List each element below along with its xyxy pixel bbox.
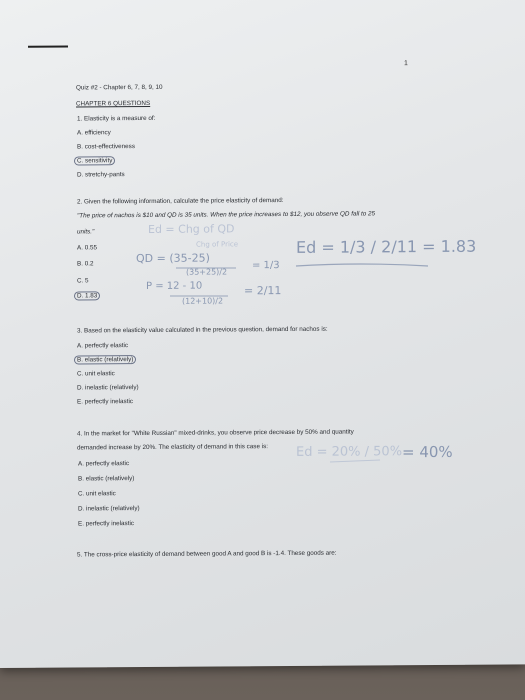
hw-chg-price: Chg of Price [196,240,239,249]
hw-ed-change: Ed = Chg of QD [148,222,235,236]
hw-q4-ed: Ed = 20% / 50% [296,444,403,460]
q3-option-c[interactable]: C. unit elastic [77,370,115,378]
q4-option-e[interactable]: E. perfectly inelastic [78,520,134,528]
q4-option-c[interactable]: C. unit elastic [78,490,116,498]
q2-option-c[interactable]: C. 5 [77,277,89,285]
q1-option-c[interactable] [77,157,115,164]
q3-option-b-label: B. elastic (relatively) [74,355,136,364]
hw-ed-result: Ed = 1/3 / 2/11 = 1.83 [296,236,477,257]
q2-option-d[interactable] [77,292,100,299]
q2-option-b[interactable]: B. 0.2 [77,260,94,268]
q4-prompt: 4. In the market for "White Russian" mixed-drinks, you observe price decrease by 50% and quantity [77,428,354,438]
q3-option-a[interactable]: A. perfectly elastic [77,342,129,350]
q1-option-a[interactable]: A. efficiency [77,129,111,137]
q3-option-d[interactable]: D. inelastic (relatively) [77,384,139,392]
q2-prompt: 2. Given the following information, calculate the price elasticity of demand: [77,197,284,206]
q2-option-d-label: D. 1.83 [74,291,100,300]
quiz-title: Quiz #2 - Chapter 6, 7, 8, 9, 10 [76,83,163,92]
hw-p-denominator: (12+10)/2 [182,296,224,306]
q4-option-d[interactable]: D. inelastic (relatively) [78,505,140,513]
hw-p-formula: P = 12 - 10 [146,280,203,292]
hw-qd-formula: QD = (35-25) [136,251,210,266]
q4-option-b[interactable]: B. elastic (relatively) [78,475,135,483]
q1-option-d[interactable]: D. stretchy-pants [77,171,125,179]
hw-one-third: = 1/3 [252,260,280,272]
page-number: 1 [404,60,408,68]
q3-prompt: 3. Based on the elasticity value calculated in the previous question, demand for nachos is: [77,325,328,335]
paper-edge-mark [28,46,68,48]
q3-option-e[interactable]: E. perfectly inelastic [77,398,133,406]
q5-prompt: 5. The cross-price elasticity of demand between good A and good B is -1.4. These goods are: [77,549,337,559]
q3-option-b[interactable] [77,356,136,363]
q2-quote-line2: units." [77,228,95,236]
q4-prompt-line2: demanded increase by 20%. The elasticity of demand in this case is: [77,443,268,452]
hw-qd-denominator: (35+25)/2 [186,267,228,277]
section-heading: CHAPTER 6 QUESTIONS [76,99,151,108]
q1-option-b[interactable]: B. cost-effectiveness [77,143,135,151]
q2-option-a[interactable]: A. 0.55 [77,244,97,252]
q2-quote-line1: "The price of nachos is $10 and QD is 35 units. When the price increases to $12, you observe QD fall to 25 [77,210,375,220]
q1-option-c-label: C. sensitivity [74,156,115,165]
q1-prompt: 1. Elasticity is a measure of: [77,114,156,123]
hw-q4-result: = 40% [402,442,453,462]
hw-two-eleventh: = 2/11 [244,284,282,298]
q4-option-a[interactable]: A. perfectly elastic [78,460,130,468]
